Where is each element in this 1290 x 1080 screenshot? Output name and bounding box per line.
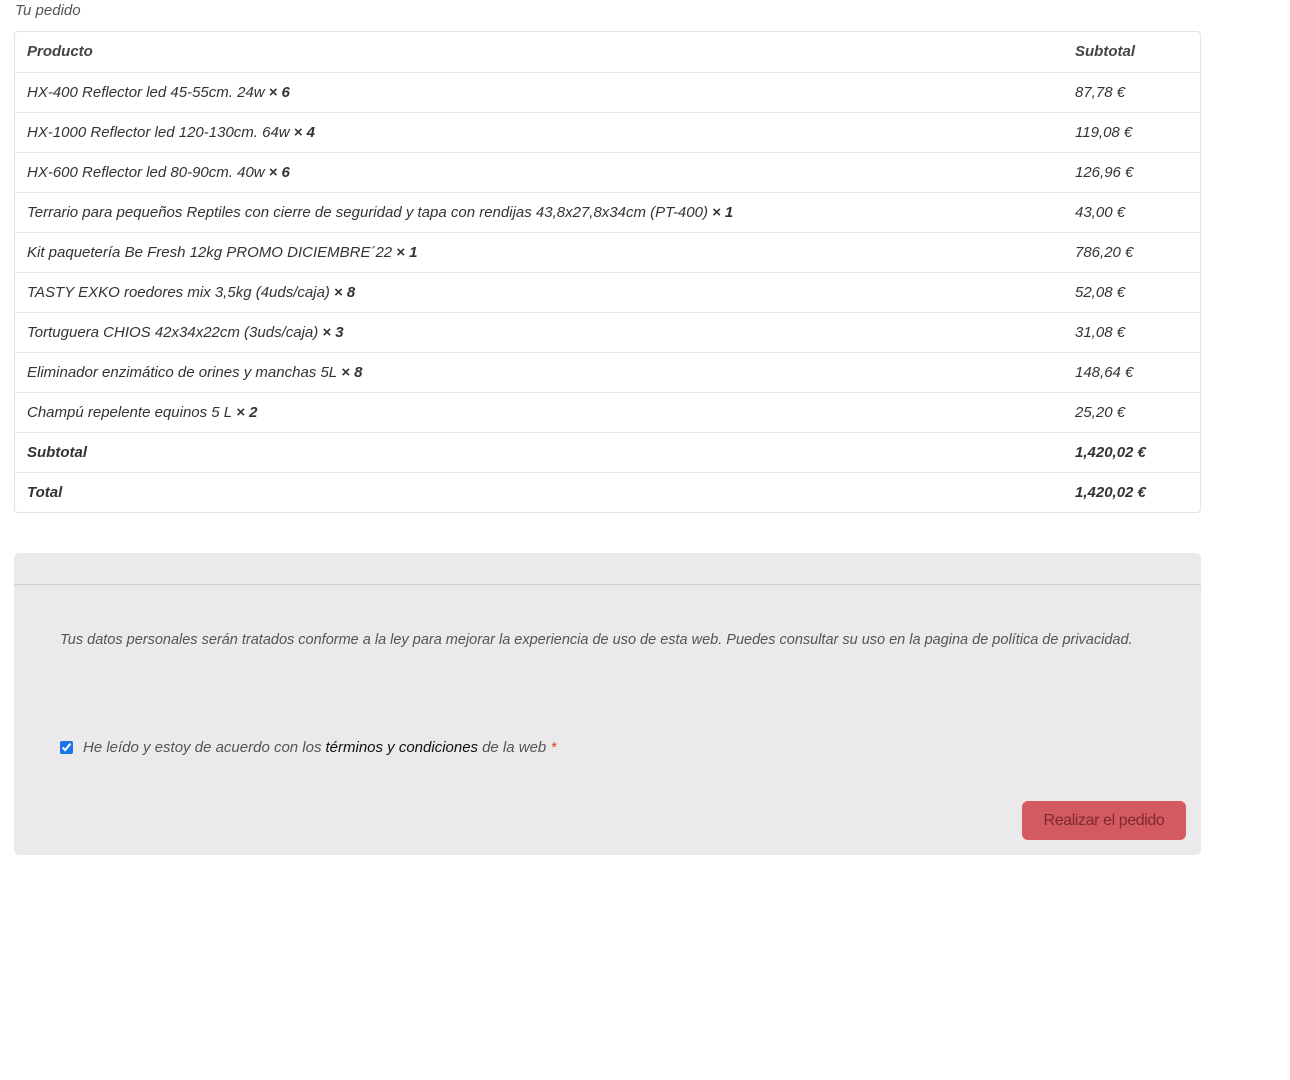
order-item-quantity: × 1: [396, 243, 418, 261]
order-item-quantity: × 6: [268, 163, 290, 181]
column-header-product: Producto: [27, 43, 93, 61]
terms-checkbox[interactable]: [60, 741, 73, 754]
order-item-subtotal: 25,20 €: [1063, 392, 1200, 432]
panel-divider: [14, 584, 1201, 585]
order-item-quantity: × 8: [341, 363, 363, 381]
order-item-product: [15, 192, 1063, 232]
order-item-row: [15, 352, 1200, 392]
order-item-row: [15, 312, 1200, 352]
order-item-quantity: × 8: [333, 283, 356, 301]
order-items: [15, 72, 1200, 432]
order-item-subtotal: 31,08 €: [1063, 312, 1200, 352]
order-item-quantity: × 3: [322, 323, 344, 341]
order-review-table: [14, 31, 1201, 513]
order-item-name: Kit paquetería Be Fresh 12kg PROMO DICIEMBRE´22: [27, 243, 393, 261]
order-item-name: HX-400 Reflector led 45-55cm. 24w: [27, 83, 265, 101]
order-item-product: [15, 392, 1063, 432]
column-header-subtotal: Subtotal: [1075, 43, 1135, 61]
order-heading: Tu pedido: [15, 2, 81, 19]
order-item-name: Champú repelente equinos 5 L: [27, 403, 233, 421]
payment-panel: [14, 553, 1201, 855]
order-item-product: [15, 112, 1063, 152]
order-item-name: TASTY EXKO roedores mix 3,5kg (4uds/caja): [27, 283, 330, 301]
order-item-name: Terrario para pequeños Reptiles con cierre de seguridad y tapa con rendijas 43,8x27,8x34cm (PT-400): [27, 203, 708, 221]
order-total-value: 1,420,02 €: [1063, 472, 1200, 512]
place-order-button[interactable]: Realizar el pedido: [1022, 801, 1186, 840]
order-item-quantity: × 2: [236, 403, 258, 421]
order-item-product: [15, 152, 1063, 192]
order-item-row: [15, 72, 1200, 112]
order-item-product: [15, 232, 1063, 272]
order-item-product: [15, 352, 1063, 392]
order-item-subtotal: 43,00 €: [1063, 192, 1200, 232]
terms-link[interactable]: términos y condiciones: [325, 739, 479, 756]
order-item-quantity: × 1: [711, 203, 734, 221]
order-item-row: [15, 112, 1200, 152]
order-item-subtotal: 786,20 €: [1063, 232, 1200, 272]
terms-agreement[interactable]: [60, 739, 557, 756]
order-table: [15, 32, 1200, 512]
order-item-name: HX-600 Reflector led 80-90cm. 40w: [27, 163, 265, 181]
order-item-row: [15, 152, 1200, 192]
table-header-row: [15, 32, 1200, 72]
order-item-subtotal: 52,08 €: [1063, 272, 1200, 312]
order-item-subtotal: 119,08 €: [1063, 112, 1200, 152]
order-item-subtotal: 148,64 €: [1063, 352, 1200, 392]
terms-text-before: He leído y estoy de acuerdo con los: [83, 739, 322, 756]
order-item-product: [15, 72, 1063, 112]
order-item-quantity: × 6: [268, 83, 290, 101]
order-item-product: [15, 272, 1063, 312]
cart-subtotal-label: Subtotal: [15, 432, 1063, 472]
order-item-name: HX-1000 Reflector led 120-130cm. 64w: [27, 123, 290, 141]
order-item-product: [15, 312, 1063, 352]
terms-text-after: de la web: [482, 739, 547, 756]
privacy-policy-text: Tus datos personales serán tratados conforme a la ley para mejorar la experiencia de uso de esta web. Puedes consultar su uso en la pagina de política de privacidad.: [60, 632, 1133, 648]
order-total-row: [15, 472, 1200, 512]
order-item-row: [15, 392, 1200, 432]
required-mark: *: [551, 739, 558, 756]
order-item-subtotal: 126,96 €: [1063, 152, 1200, 192]
order-item-subtotal: 87,78 €: [1063, 72, 1200, 112]
cart-subtotal-value: 1,420,02 €: [1063, 432, 1200, 472]
cart-subtotal-row: [15, 432, 1200, 472]
order-item-quantity: × 4: [293, 123, 315, 141]
order-item-row: [15, 192, 1200, 232]
order-item-name: Eliminador enzimático de orines y manchas 5L: [27, 363, 338, 381]
order-item-row: [15, 272, 1200, 312]
order-item-name: Tortuguera CHIOS 42x34x22cm (3uds/caja): [27, 323, 319, 341]
order-total-label: Total: [15, 472, 1063, 512]
order-item-row: [15, 232, 1200, 272]
